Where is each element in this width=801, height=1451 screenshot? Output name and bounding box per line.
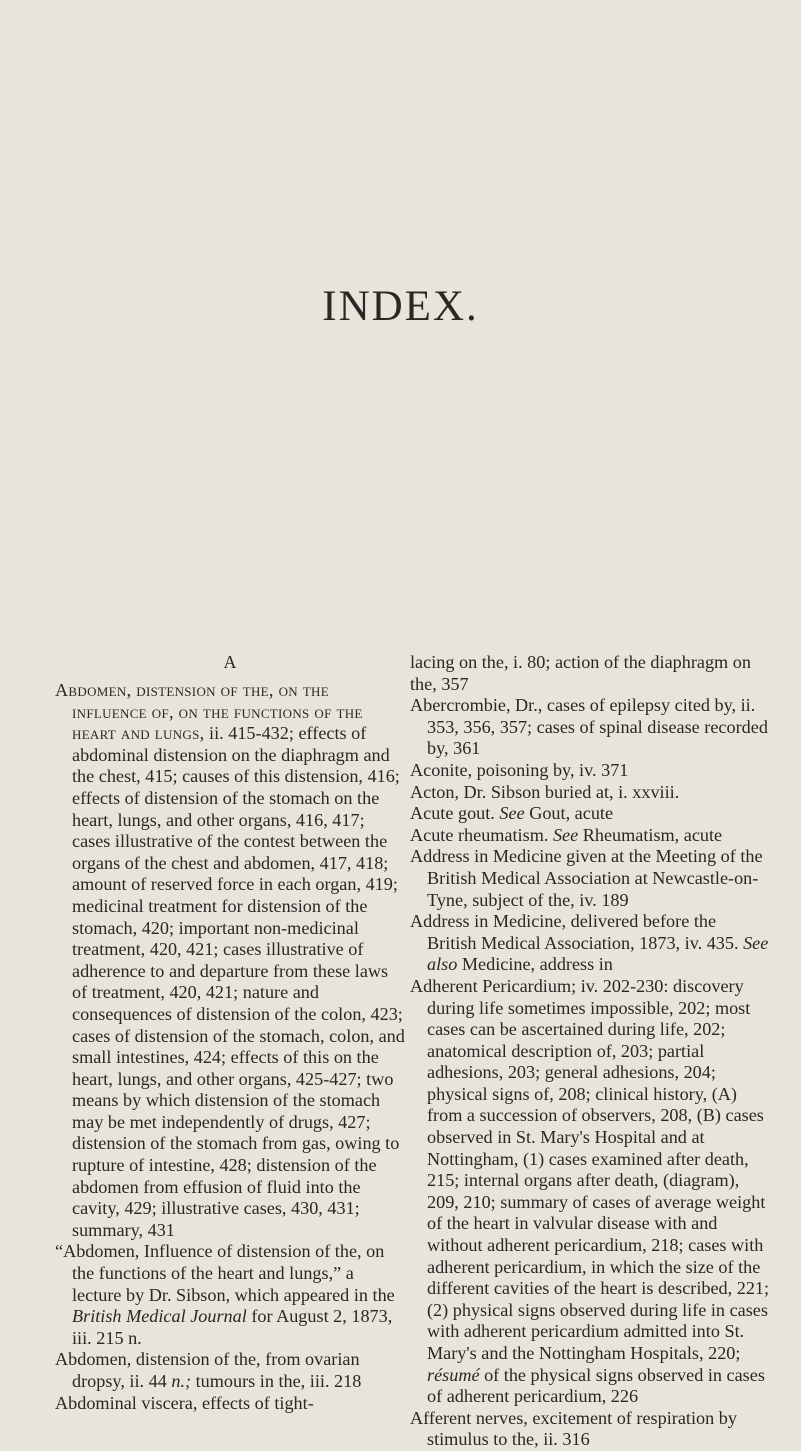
entry-text: Aconite, poisoning by, iv. 371 <box>410 759 629 780</box>
entry-text: lacing on the, i. 80; action of the diaphragm on the, 357 <box>410 652 751 694</box>
entry-italic: See also <box>427 932 769 975</box>
entry-italic: résumé <box>427 1364 480 1385</box>
index-entry-afferent-nerves <box>410 1408 770 1451</box>
entry-text: Acute gout. <box>410 803 500 824</box>
entry-italic: n.; <box>171 1371 192 1391</box>
entry-text: “Abdomen, Influence of distension of the, on the functions of the heart and lungs,” a lecture by Dr. Sibson, which appeared in the <box>55 1241 395 1305</box>
index-entry-address-newcastle <box>410 846 770 911</box>
index-entry-address-1873 <box>410 911 770 976</box>
entry-text: ii. 415-432; effects of abdominal distension on the diaphragm and the chest, 415; causes of this distension, 416; effects of distension of the stomach on the heart, lungs, and other organs, 416, 417; cases illustrative of the contest between the organs of the chest and abdomen, 417, 418; amount of reserved force in each organ, 419; medicinal treatment for distension of the stomach, 420; important non-medicinal treatment, 420, 421; cases illustrative of adherence to and departure from these laws of treatment, 420, 421; nature and consequences of distension of the colon, 423; cases of distension of the stomach, colon, and small intestines, 424; effects of this on the heart, lungs, and other organs, 425-427; two means by which distension of the stomach may be met independently of drugs, 427; distension of the stomach from gas, owing to rupture of intestine, 428; distension of the abdomen from effusion of fluid into the cavity, 429; illustrative cases, 430, 431; summary, 431 <box>72 723 405 1240</box>
entry-text: Afferent nerves, excitement of respiration by stimulus to the, ii. 316 <box>410 1407 737 1450</box>
entry-text: Medicine, address in <box>457 954 613 975</box>
index-entry-aconite <box>410 760 770 782</box>
page-title: INDEX. <box>322 283 479 330</box>
entry-text: for August 2, 1873, iii. 215 n. <box>72 1306 393 1348</box>
entry-text: Abercrombie, Dr., cases of epilepsy cited by, ii. 353, 356, 357; cases of spinal disease recorded by, 361 <box>410 695 768 759</box>
index-entry-abdomen-influence <box>55 1241 405 1349</box>
entry-italic: See <box>552 824 579 845</box>
entry-text: Acute rheumatism. <box>410 824 553 845</box>
entry-text: Gout, acute <box>524 803 614 824</box>
index-entry-acute-gout <box>410 803 770 825</box>
entry-text: Abdominal viscera, effects of tight- <box>55 1392 314 1413</box>
index-entry-abdomen-distension <box>55 680 405 1241</box>
entry-text: Abdomen, distension of the, from ovarian dropsy, ii. 44 <box>55 1349 360 1391</box>
entry-text: tumours in the, iii. 218 <box>191 1371 362 1391</box>
entry-text: Address in Medicine, delivered before the British Medical Association, 1873, iv. 435. <box>410 911 744 953</box>
index-entry-acute-rheumatism <box>410 825 770 847</box>
entry-text: Acton, Dr. Sibson buried at, i. xxviii. <box>410 781 680 802</box>
entry-text: Rheumatism, acute <box>578 824 723 845</box>
entry-heading: Abdomen, distension of the, on the influence of, on the functions of the heart and lungs, <box>55 680 363 744</box>
index-entry-adherent-pericardium <box>410 976 770 1408</box>
index-entry-abercrombie <box>410 695 770 760</box>
entry-text: Address in Medicine given at the Meeting of the British Medical Association at Newcastle-on-Tyne, subject of the, iv. 189 <box>410 846 763 910</box>
index-column-right <box>410 652 770 1451</box>
index-entry-abdomen-ovarian <box>55 1349 405 1392</box>
entry-text: of the physical signs observed in cases of adherent pericardium, 226 <box>427 1364 765 1407</box>
entry-italic: British Medical Journal <box>72 1306 247 1327</box>
index-entry-continuation <box>410 652 770 695</box>
entry-text: Adherent Pericardium; iv. 202-230: discovery during life sometimes impossible, 202; most cases can be ascertained during life, 202; anatomical description of, 203; partial adhesions, 203; general adhesions, 204; physical signs of, 208; clinical history, (A) from a succession of observers, 208, (B) cases observed in St. Mary's Hospital and at Nottingham, (1) cases examined after death, 215; internal organs after death, (diagram), 209, 210; summary of cases of average weight of the heart in valvular disease with and without adherent pericardium, 218; cases with adherent pericardium, in which the size of the different cavities of the heart is described, 221; (2) physical signs observed during life in cases with adherent pericardium admitted into St. Mary's and the Nottingham Hospitals, 220; <box>410 975 770 1363</box>
section-letter: A <box>223 652 237 672</box>
index-entry-abdominal-viscera <box>55 1393 405 1415</box>
index-column-left <box>55 652 405 1414</box>
entry-italic: See <box>499 803 525 824</box>
index-entry-acton <box>410 782 770 804</box>
